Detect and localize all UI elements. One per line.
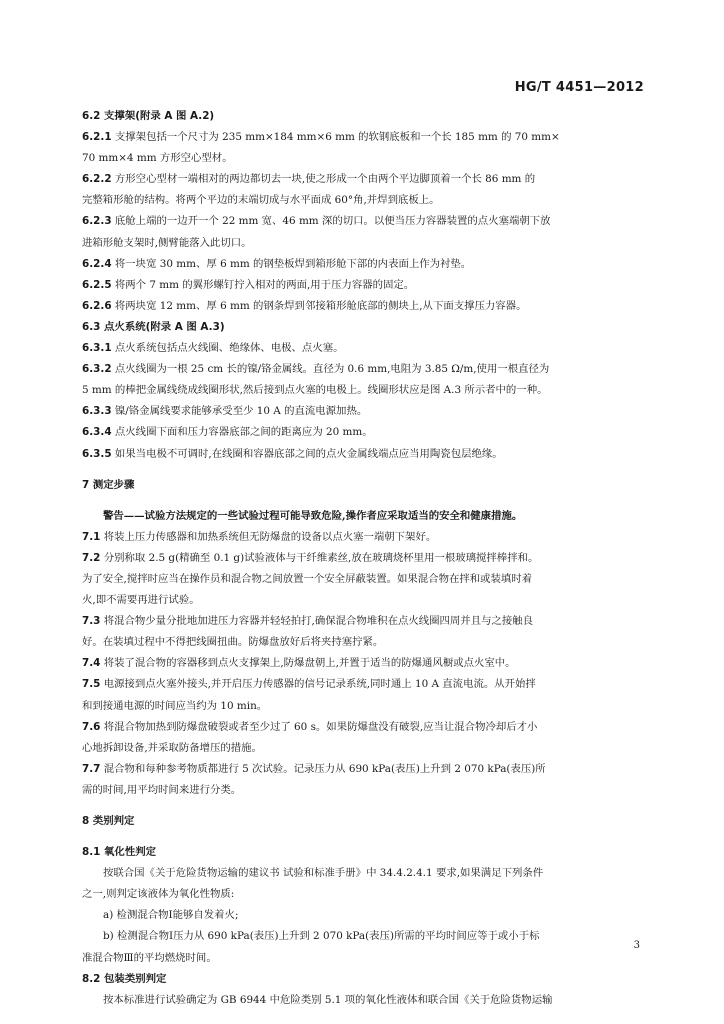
section-heading — [82, 811, 644, 832]
line-text: 点火系统(附录 A 图 A.3) — [100, 320, 225, 333]
line-text: 支撑架(附录 A 图 A.2) — [100, 110, 215, 122]
text-line — [82, 674, 644, 695]
text-line — [82, 190, 644, 211]
line-text: 电源接到点火塞外接头,并开启压力传感器的信号记录系统,同时通上 10 A 直流电流。从开始拌 — [100, 678, 536, 691]
body-text — [82, 106, 644, 1011]
line-text: 镍/铬金属线要求能够承受至少 10 A 的直流电源加热。 — [111, 405, 368, 418]
clause-number: 6.2.5 — [82, 278, 112, 291]
text-line — [82, 738, 644, 759]
clause-number: 7.3 — [82, 615, 101, 628]
text-line — [82, 254, 644, 275]
line-text: 将两块宽 12 mm、厚 6 mm 的钢条焊到邻接箱形舱底部的侧块上,从下面支撑压力容器。 — [111, 299, 527, 312]
text-line — [82, 127, 644, 148]
text-line — [82, 590, 644, 611]
line-text: 70 mm×4 mm 方形空心型材。 — [82, 152, 233, 165]
line-text: 之一,则判定该液体为氧化性物质: — [82, 888, 235, 901]
text-line — [82, 948, 644, 969]
text-line — [82, 359, 644, 380]
line-text: 包装类别判定 — [100, 972, 167, 985]
line-text: 将两个 7 mm 的翼形螺钉拧入相对的两面,用于压力容器的固定。 — [111, 278, 415, 291]
line-text: 按本标准进行试验确定为 GB 6944 中危险类别 5.1 项的氧化性液体和联合国《关于危险货物运输 — [103, 993, 553, 1006]
line-text: 方形空心型材一端相对的两边都切去一块,使之形成一个由两个平边脚顶着一个长 86 mm 的 — [111, 173, 536, 186]
clause-number: 8.2 — [82, 972, 101, 985]
line-text: 支撑架包括一个尺寸为 235 mm×184 mm×6 mm 的软钢底板和一个长 185 mm 的 70 mm× — [111, 131, 560, 144]
line-text: 点火系统包括点火线圈、绝缘体、电极、点火塞。 — [111, 342, 344, 355]
text-line — [82, 338, 644, 359]
section-heading — [82, 317, 644, 338]
line-text: 心地拆卸设备,并采取防备增压的措施。 — [82, 741, 262, 754]
section-gap — [82, 496, 644, 506]
line-text: 分别称取 2.5 g(精确至 0.1 g)试验液体与干纤维素丝,放在玻璃烧杯里用一根玻璃搅拌棒拌和。 — [100, 551, 539, 564]
line-text: 类别判定 — [89, 815, 135, 827]
clause-number: 6.3 — [82, 320, 101, 333]
line-text: 点火线圈为一根 25 cm 长的镍/铬金属线。直径为 0.6 mm,电阻为 3.85 Ω/m,使用一根直径为 — [111, 363, 550, 376]
clause-number: 7 — [82, 478, 90, 491]
text-line — [82, 780, 644, 801]
section-heading — [82, 475, 644, 496]
clause-number: 6.3.5 — [82, 447, 112, 460]
line-text: 为了安全,搅拌时应当在操作员和混合物之间放置一个安全屏蔽装置。如果混合物在拌和或装填时着 — [82, 572, 533, 585]
text-line — [82, 506, 644, 527]
clause-number: 6.2.4 — [82, 257, 112, 270]
section-gap — [82, 832, 644, 842]
text-line — [82, 548, 644, 569]
text-line — [82, 527, 644, 548]
text-line — [82, 422, 644, 443]
text-line — [82, 275, 644, 296]
text-line — [82, 401, 644, 422]
section-gap — [82, 465, 644, 475]
clause-number: 7.5 — [82, 678, 101, 691]
line-text: 好。在装填过程中不得把线圈扭曲。防爆盘放好后将夹持塞拧紧。 — [82, 636, 384, 649]
clause-number: 7.4 — [82, 657, 101, 670]
section-heading — [82, 969, 644, 990]
clause-number: 6.2.2 — [82, 173, 112, 186]
text-line — [82, 926, 644, 947]
section-heading — [82, 842, 644, 863]
clause-number: 7.2 — [82, 551, 101, 564]
text-line — [82, 905, 644, 926]
text-line — [82, 169, 644, 190]
line-text: 将混合物少量分批地加进压力容器并轻轻拍打,确保混合物堆积在点火线圈四周并且与之接触良 — [100, 615, 534, 628]
line-text: 将一块宽 30 mm、厚 6 mm 的钢垫板焊到箱形舱下部的内表面上作为衬垫。 — [111, 257, 472, 270]
clause-number: 6.3.2 — [82, 363, 112, 376]
section-gap — [82, 801, 644, 811]
text-line — [82, 611, 644, 632]
text-line — [82, 233, 644, 254]
line-text: 测定步骤 — [89, 478, 135, 491]
text-line — [82, 990, 644, 1011]
text-line — [82, 380, 644, 401]
line-text: 将装了混合物的容器移到点火支撑架上,防爆盘朝上,并置于适当的防爆通风橱或点火室中。 — [100, 657, 516, 670]
line-text: b) 检测混合物Ⅰ压力从 690 kPa(表压)上升到 2 070 kPa(表压)所需的平均时间应等于或小于标 — [103, 930, 540, 943]
clause-number: 6.2.1 — [82, 131, 112, 144]
line-text: 如果当电极不可调时,在线圈和容器底部之间的点火金属线端点应当用陶瓷包层绝缘。 — [111, 447, 503, 460]
text-line — [82, 759, 644, 780]
clause-number: 6.3.4 — [82, 426, 112, 439]
clause-number: 7.7 — [82, 762, 101, 775]
section-heading — [82, 106, 644, 127]
line-text: 准混合物Ⅲ的平均燃烧时间。 — [82, 951, 217, 964]
clause-number: 6.3.1 — [82, 342, 112, 355]
standard-code: HG/T 4451—2012 — [514, 80, 644, 95]
text-line — [82, 863, 644, 884]
text-line — [82, 653, 644, 674]
line-text: 进箱形舱支架时,侧臂能落入此切口。 — [82, 236, 252, 249]
line-text: 按联合国《关于危险货物运输的建议书 试验和标准手册》中 34.4.2.4.1 要求,如果满足下列条件 — [103, 867, 544, 880]
text-line — [82, 444, 644, 465]
clause-number: 6.3.3 — [82, 405, 112, 418]
clause-number: 8.1 — [82, 846, 101, 859]
line-text: 点火线圈下面和压力容器底部之间的距离应为 20 mm。 — [111, 426, 373, 439]
line-text: 和到接通电源的时间应当约为 10 min。 — [82, 699, 268, 712]
line-text: 需的时间,用平均时间来进行分类。 — [82, 783, 242, 796]
clause-number: 8 — [82, 815, 90, 827]
clause-number: 6.2.6 — [82, 299, 112, 312]
clause-number: 6.2.3 — [82, 215, 112, 228]
line-text: 氧化性判定 — [100, 846, 156, 859]
line-text: 5 mm 的棒把金属线绕成线圈形状,然后接到点火塞的电极上。线圈形状应是图 A.3 所示者中的一种。 — [82, 384, 548, 397]
text-line — [82, 211, 644, 232]
clause-number: 6.2 — [82, 110, 101, 122]
line-text: 将混合物加热到防爆盘破裂或者至少过了 60 s。如果防爆盘没有破裂,应当让混合物冷却后才小 — [100, 720, 538, 733]
line-text: 警告——试验方法规定的一些试验过程可能导致危险,操作者应采取适当的安全和健康措施。 — [103, 509, 523, 522]
line-text: 火,即不需要再进行试验。 — [82, 594, 200, 607]
line-text: a) 检测混合物Ⅰ能够自发着火; — [103, 909, 239, 922]
clause-number: 7.6 — [82, 720, 101, 733]
line-text: 混合物和每种参考物质都进行 5 次试验。记录压力从 690 kPa(表压)上升到 2 070 kPa(表压)所 — [100, 762, 546, 775]
text-line — [82, 632, 644, 653]
text-line — [82, 717, 644, 738]
line-text: 将装上压力传感器和加热系统但无防爆盘的设备以点火塞一端朝下架好。 — [100, 530, 437, 543]
text-line — [82, 696, 644, 717]
clause-number: 7.1 — [82, 530, 101, 543]
line-text: 完整箱形舱的结构。将两个平边的末端切成与水平面成 60°角,并焊到底板上。 — [82, 194, 440, 207]
text-line — [82, 884, 644, 905]
line-text: 底舱上端的一边开一个 22 mm 宽、46 mm 深的切口。以便当压力容器装置的点火塞端朝下放 — [111, 215, 551, 228]
text-line — [82, 148, 644, 169]
text-line — [82, 296, 644, 317]
text-line — [82, 569, 644, 590]
page-number: 3 — [633, 940, 640, 951]
